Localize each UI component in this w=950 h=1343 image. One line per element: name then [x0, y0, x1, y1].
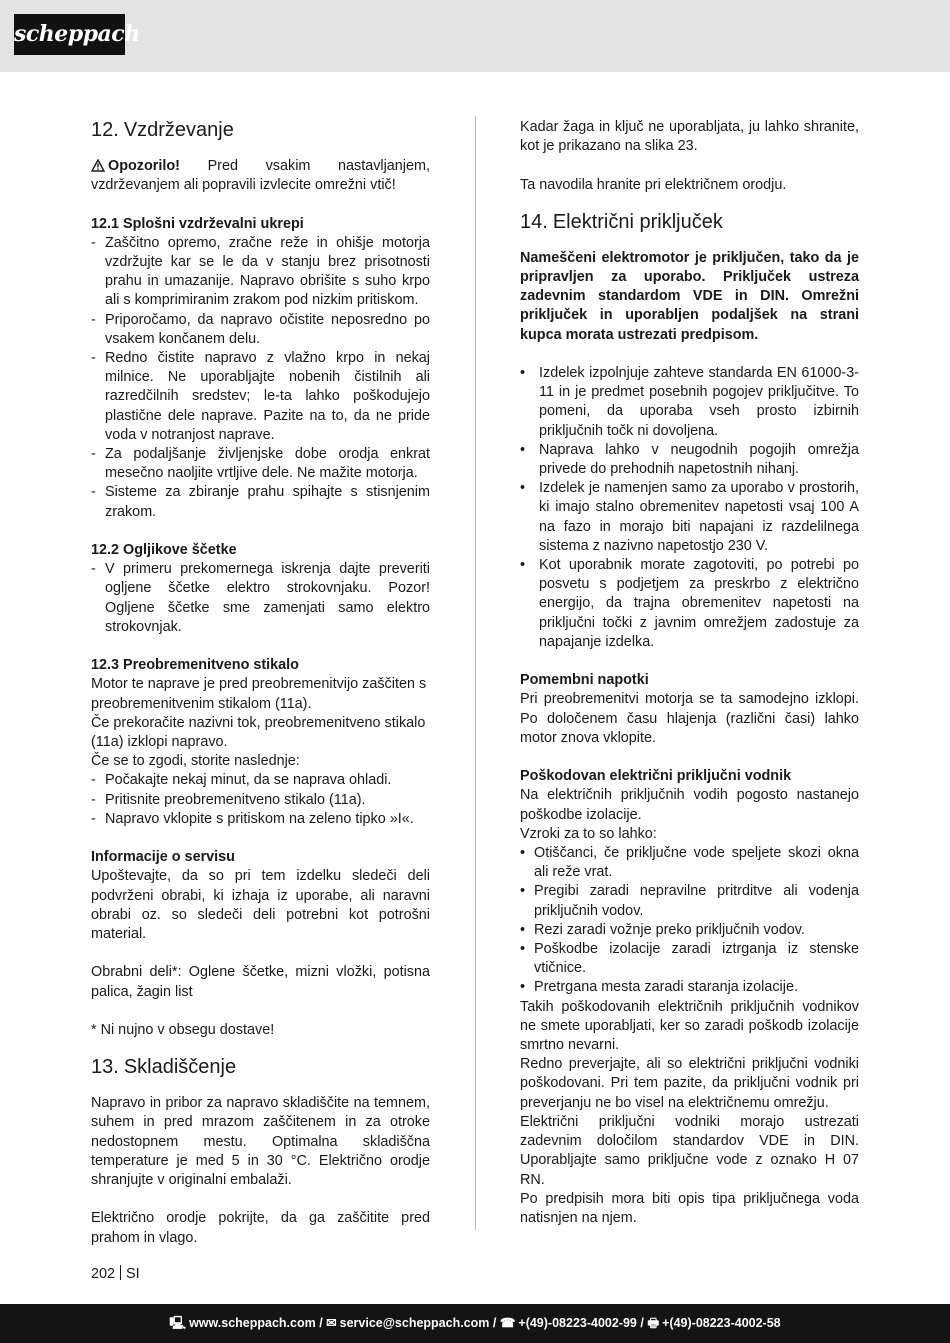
overload-paragraph-3: Če se to zgodi, storite naslednje:	[91, 753, 300, 770]
damaged-cable-heading: Poškodovan električni priključni vodnik	[520, 768, 792, 785]
important-notes-paragraph: Pri preobremenitvi motorja se ta samodejno izklopi. Po določenem času hlajenja (različni časi) lahko motor znova vklopite.	[520, 691, 859, 746]
mail-icon: ✉	[326, 1316, 337, 1330]
right-column	[520, 118, 859, 1228]
list-item: - Počakajte nekaj minut, da se naprava ohladi.	[91, 772, 392, 789]
list-item: • Izdelek je namenjen samo za uporabo v prostorih, ki imajo stalno obremenitev napetosti vsaj 100 A na fazo in morajo biti napajani iz razdelilnega sistema z nazivno napetostjo 230 V.	[520, 480, 859, 554]
overload-paragraph-2: Če prekoračite nazivni tok, preobremenitveno stikalo (11a) izklopi napravo.	[91, 714, 426, 751]
list-item: - Redno čistite napravo z vlažno krpo in nekaj milnice. Ne uporabljajte nobenih čistilnih ali razredčilnih sredstev; le-ta lahko poškodujejo plastične dele naprave. Pazite na to, da ne pride voda v notranjost naprave.	[91, 350, 430, 443]
electrical-intro: Nameščeni elektromotor je priključen, tako da je pripravljen za uporabo. Priključek ustreza zadevnim standardom VDE in DIN. Omrežni priključek in uporabljen podaljšek na strani kupca morata ustrezati predpisom.	[520, 249, 859, 343]
warning-triangle-icon	[91, 159, 105, 172]
column-divider	[475, 116, 476, 1230]
section-14-heading: 14. Električni priključek	[520, 210, 723, 233]
storage-paragraph-2: Električno orodje pokrijte, da ga zaščitite pred prahom in vlago.	[91, 1210, 430, 1246]
wear-parts-paragraph: Obrabni deli*: Oglene ščetke, mizni vložki, potisna palica, žagin list	[91, 964, 430, 1000]
important-notes-heading: Pomembni napotki	[520, 672, 649, 689]
list-item: • Naprava lahko v neugodnih pogojih omrežja privede do prehodnih napetostnih nihanj.	[520, 441, 859, 478]
cable-damage-causes-list	[520, 844, 859, 998]
overload-paragraph-1: Motor te naprave je pred preobremenitvijo zaščiten s preobremenitvenim stikalom (11a).	[91, 676, 427, 712]
header-bar	[0, 0, 950, 72]
electrical-requirements-list	[520, 364, 859, 652]
service-info-paragraph: Upoštevajte, da so pri tem izdelku sledeči deli podvrženi obrabi, ki izhaja iz uporabe, ali naravni obrabi oz. so sledeči deli potrebni kot potrošni material.	[91, 868, 430, 943]
storage-paragraph-3: Kadar žaga in ključ ne uporabljata, ju lahko shranite, kot je prikazano na slika 23.	[520, 119, 859, 155]
cable-paragraph-2: Vzroki za to so lahko:	[520, 825, 657, 842]
left-column	[91, 118, 430, 1248]
phone-number[interactable]: +(49)-08223-4002-99	[518, 1316, 637, 1330]
list-item: • Pregibi zaradi nepravilne pritrditve ali vodenja priključnih vodov.	[520, 883, 859, 919]
cable-paragraph-3: Takih poškodovanih električnih priključnih vodnikov ne smete uporabljati, ker so zaradi poškodb izolacije smrtno nevarni.	[520, 998, 859, 1054]
list-item: • Otiščanci, če priključne vode speljete skozi okna ali reže vrat.	[520, 845, 859, 881]
scheppach-logo[interactable]: scheppach	[14, 14, 125, 55]
list-item: • Poškodbe izolacije zaradi iztrganja iz stenske vtičnice.	[520, 941, 859, 977]
service-info-heading: Informacije o servisu	[91, 849, 235, 866]
carbon-brush-list	[91, 560, 430, 637]
section-12-heading: 12. Vzdrževanje	[91, 119, 234, 141]
cable-paragraph-4: Redno preverjajte, ali so električni priključni vodniki poškodovani. Pri tem pazite, da priključni vodnik pri preverjanju ne bo visel na električnemu omrežju.	[520, 1056, 859, 1111]
phone-icon: ☎	[499, 1316, 516, 1330]
storage-paragraph-1: Napravo in pribor za napravo skladiščite na temnem, suhem in pred mrazom zaščitenem in za otroke nedostopnem mestu. Optimalna skladiščna temperature je med 5 in 30 °C. Električno orodje shranjujte v originalni embalaži.	[91, 1095, 430, 1189]
cable-paragraph-6: Po predpisih mora biti opis tipa priključnega voda natisnjen na njem.	[520, 1190, 859, 1226]
list-item: - Pritisnite preobremenitveno stikalo (11a).	[91, 791, 366, 808]
subheading-12-1: 12.1 Splošni vzdrževalni ukrepi	[91, 215, 304, 232]
storage-paragraph-4: Ta navodila hranite pri električnem orodju.	[520, 176, 787, 193]
computer-icon: 🖳	[169, 1316, 187, 1330]
list-item: - Napravo vklopite s pritiskom na zeleno tipko »I«.	[91, 810, 414, 827]
section-13-heading: 13. Skladiščenje	[91, 1056, 237, 1079]
list-item: • Izdelek izpolnjuje zahteve standarda EN 61000-3-11 in je predmet posebnih pogojev priključitve. To pomeni, da uporaba vseh prosto izbirnih priključnih točk ni dovoljena.	[520, 365, 859, 439]
page-number: 202 SI	[91, 1266, 140, 1282]
subheading-12-3: 12.3 Preobremenitveno stikalo	[91, 657, 299, 674]
email-link[interactable]: service@scheppach.com	[339, 1316, 490, 1330]
cable-paragraph-1: Na električnih priključnih vodih pogosto nastanejo poškodbe izolacije.	[520, 787, 859, 823]
warning-paragraph: Opozorilo! Pred vsakim nastavljanjem, vzdrževanjem ali popravili izvlecite omrežni vtič!	[91, 158, 430, 194]
cable-paragraph-5: Električni priključni vodniki morajo ustrezati zadevnim določilom standardov VDE in DIN. Uporabljajte samo priključne vode z oznako H 07 RN.	[520, 1113, 859, 1188]
list-item: • Rezi zaradi vožnje preko priključnih vodov.	[520, 921, 805, 938]
footer-bar: 🖳 www.scheppach.com / ✉ service@scheppach.com / ☎ +(49)-08223-4002-99 / 🖶 +(49)-08223-4002-58	[0, 1304, 950, 1343]
list-item: • Kot uporabnik morate zagotoviti, po potrebi po posvetu s podjetjem za preskrbo z električno energijo, da trajna obremenitev napetosti na priključni točki z javnim omrežjem zadostuje za napajanje izdelka.	[520, 557, 859, 650]
overload-steps-list	[91, 771, 430, 829]
maintenance-list	[91, 234, 430, 522]
list-item: - Sisteme za zbiranje prahu spihajte s stisnjenim zrakom.	[91, 484, 430, 520]
footnote: * Ni nujno v obsegu dostave!	[91, 1022, 275, 1039]
list-item: • Pretrgana mesta zaradi staranja izolacije.	[520, 979, 798, 996]
list-item: - V primeru prekomernega iskrenja dajte preveriti ogljene ščetke elektro strokovnjaku. Pozor! Ogljene ščetke sme zamenjati samo elektro strokovnjak.	[91, 561, 430, 635]
website-link[interactable]: www.scheppach.com	[189, 1316, 316, 1330]
fax-icon: 🖶	[647, 1316, 660, 1330]
list-item: - Za podaljšanje življenjske dobe orodja enkrat mesečno naoljite vrtljive dele. Ne mažite motorja.	[91, 446, 430, 482]
subheading-12-2: 12.2 Ogljikove ščetke	[91, 542, 237, 559]
list-item: - Zaščitno opremo, zračne reže in ohišje motorja vzdržujte kar se le da v stanju brez prisotnosti prahu in umazanije. Napravo obrišite s suho krpo ali s komprimiranim zrakom pod nizkim pritiskom.	[91, 234, 430, 309]
fax-number: +(49)-08223-4002-58	[662, 1316, 781, 1330]
list-item: - Priporočamo, da napravo očistite neposredno po vsakem končanem delu.	[91, 311, 430, 347]
